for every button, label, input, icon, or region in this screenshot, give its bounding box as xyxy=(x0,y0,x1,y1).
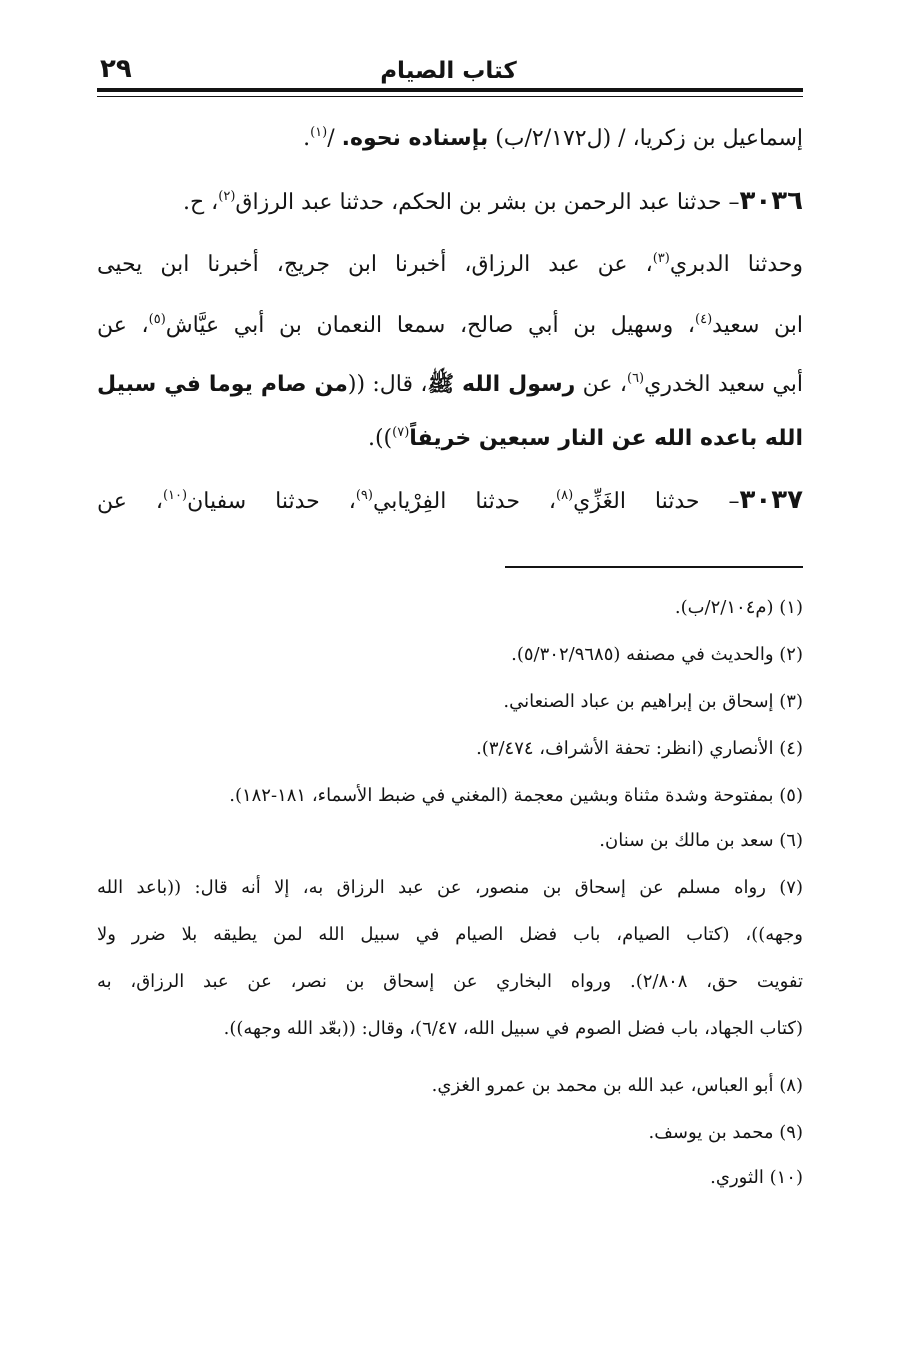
text-run: ، حدثنا الفِرْيابي xyxy=(372,489,557,514)
footnote-ref[interactable]: (٣) xyxy=(652,251,670,266)
footnote-7-line-4: (كتاب الجهاد، باب فضل الصوم في سبيل الله، ٦/٤٧)، وقال: ((بعّد الله وجهه)). xyxy=(223,1018,803,1039)
text-run: ابن سعيد xyxy=(712,313,804,338)
text-run: ، قال: (( xyxy=(347,372,428,397)
footnote-ref[interactable]: (٢) xyxy=(218,189,236,204)
footnote-ref[interactable]: (١) xyxy=(310,125,328,140)
footnote-ref[interactable]: (٥) xyxy=(148,312,166,327)
hadith-3036-line xyxy=(97,186,803,218)
footnote-separator xyxy=(505,566,803,568)
text-run: ، حدثنا سفيان xyxy=(187,489,356,514)
header-rule-thick xyxy=(97,88,803,92)
text-run: – حدثنا عبد الرحمن بن بشر بن الحكم، حدثنا عبد الرزاق xyxy=(235,190,740,215)
bold-phrase: من صام يوما في سبيل xyxy=(97,372,348,397)
text-line-4 xyxy=(97,311,803,341)
bold-phrase: بإسناده نحوه. xyxy=(341,126,489,151)
footnote-4: (٤) الأنصاري (انظر: تحفة الأشراف، ٣/٤٧٤). xyxy=(476,738,803,759)
hadith-number: ٣٠٣٧ xyxy=(739,485,803,515)
footnote-ref[interactable]: (٧) xyxy=(392,425,410,440)
text-run: / xyxy=(327,126,342,151)
footnote-1: (١) (م٢/١٠٤/ب). xyxy=(674,597,803,618)
footnote-ref[interactable]: (٩) xyxy=(355,488,373,503)
bold-phrase: الله باعده الله عن النار سبعين خريفاً xyxy=(409,426,803,451)
text-run: ، وسهيل بن أبي صالح، سمعا النعمان بن أبي عيَّاش xyxy=(165,313,695,338)
text-run: ، عن xyxy=(97,313,149,338)
hadith-3037-line xyxy=(97,485,803,517)
hadith-number: ٣٠٣٦ xyxy=(739,186,803,216)
running-header-title: كتاب الصيام xyxy=(380,58,517,84)
footnote-10: (١٠) الثوري. xyxy=(710,1167,803,1188)
text-run: وحدثنا الدبري xyxy=(669,252,803,277)
text-run: . xyxy=(303,126,311,151)
footnote-2: (٢) والحديث في مصنفه (٥/٣٠٢/٩٦٨٥). xyxy=(511,644,803,665)
footnote-6: (٦) سعد بن مالك بن سنان. xyxy=(599,830,803,851)
footnote-3: (٣) إسحاق بن إبراهيم بن عباد الصنعاني. xyxy=(503,691,803,712)
footnote-7-line-3: تفويت حق، ٢/٨٠٨). ورواه البخاري عن إسحاق بن نصر، عن عبد الرزاق، به xyxy=(97,971,803,992)
footnote-9: (٩) محمد بن يوسف. xyxy=(648,1122,803,1143)
bold-phrase: رسول الله ﷺ xyxy=(427,372,576,397)
footnote-5: (٥) بمفتوحة وشدة مثناة وبشين معجمة (المغني في ضبط الأسماء، ١٨١-١٨٢). xyxy=(229,785,803,806)
footnote-7-line-2: وجهه))، (كتاب الصيام، باب فضل الصيام في سبيل الله لمن يطيقه بلا ضرر ولا xyxy=(97,924,804,945)
text-line-6 xyxy=(97,424,803,454)
text-run: ، عن xyxy=(575,372,627,397)
header-rule-thin xyxy=(97,96,803,97)
page-number: ٢٩ xyxy=(100,54,132,84)
footnote-ref[interactable]: (٨) xyxy=(556,488,574,503)
footnote-7-line-1: (٧) رواه مسلم عن إسحاق بن منصور، عن عبد الرزاق به، إلا أنه قال: ((باعد الله xyxy=(97,877,803,898)
text-run: ، ح. xyxy=(182,190,219,215)
text-run: أبي سعيد الخدري xyxy=(644,372,804,397)
footnote-ref[interactable]: (٤) xyxy=(695,312,713,327)
footnote-8: (٨) أبو العباس، عبد الله بن محمد بن عمرو الغزي. xyxy=(431,1075,803,1096)
text-run: ، عن xyxy=(97,489,163,514)
text-run: – حدثنا الغَزِّي xyxy=(573,489,740,514)
footnote-ref[interactable]: (١٠) xyxy=(162,488,188,503)
text-line-3 xyxy=(97,250,803,280)
text-run: ، عن عبد الرزاق، أخبرنا ابن جريج، أخبرنا ابن يحيى xyxy=(97,252,653,277)
footnote-ref[interactable]: (٦) xyxy=(626,371,645,386)
text-run: )). xyxy=(367,426,393,451)
text-run: إسماعيل بن زكريا، / (ل٢/١٧٢/ب) xyxy=(488,126,803,151)
text-line-5 xyxy=(97,370,803,400)
text-line-1 xyxy=(97,124,803,154)
